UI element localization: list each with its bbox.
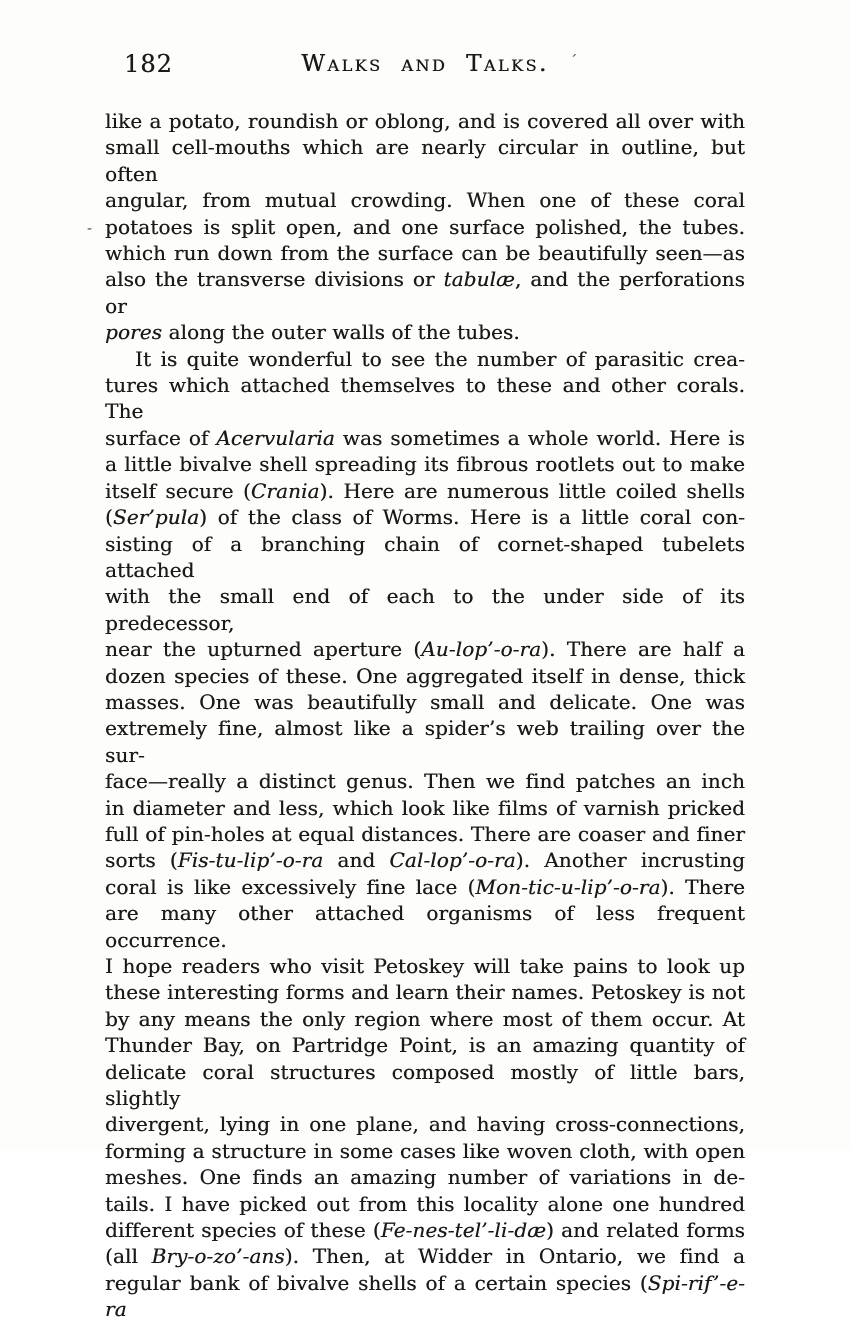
text-line: [105, 847, 745, 873]
text-line: [105, 1006, 745, 1032]
text-line: [105, 795, 745, 821]
italic-species-term: Ser’pula: [112, 505, 200, 530]
text-line: [105, 1032, 745, 1058]
text-segment: along the outer walls of the tubes.: [162, 320, 520, 345]
text-segment: masses. One was beautifully small and delicate. One was: [105, 689, 745, 714]
text-segment: sisting of a branching chain of cornet-shaped tubelets attached: [105, 531, 745, 582]
text-line: [105, 1111, 745, 1137]
text-segment: and: [323, 848, 390, 873]
text-line: [105, 531, 745, 584]
italic-species-term: pores: [105, 320, 163, 345]
text-line: [105, 1270, 745, 1323]
text-segment: , and the perforations or: [105, 267, 745, 318]
text-line: [105, 689, 745, 715]
text-segment: forming a structure in some cases like woven cloth, with open: [105, 1138, 745, 1163]
text-segment: like a potato, roundish or oblong, and is covered all over with: [105, 109, 745, 133]
text-line: [105, 478, 745, 504]
italic-species-term: Spi-rif’-e-ra: [105, 1270, 745, 1322]
text-segment: small cell-mouths which are nearly circular in outline, but often: [105, 135, 745, 186]
text-line: [105, 451, 745, 477]
text-segment: full of pin-holes at equal distances. There are coaser and finer: [105, 821, 745, 846]
text-segment: (all: [105, 1244, 152, 1269]
text-segment: was sometimes a whole world. Here is: [334, 425, 745, 450]
text-line: [105, 1164, 745, 1190]
text-line: [105, 372, 745, 425]
text-segment: which run down from the surface can be beautifully seen—as: [105, 241, 745, 266]
text-line: [105, 504, 745, 530]
running-head-title: Walks and Talks.: [301, 51, 549, 77]
text-line: [105, 953, 745, 979]
text-line: [105, 319, 745, 345]
text-line: [105, 1217, 745, 1243]
text-segment: regular bank of bivalve shells of a certain species (: [105, 1270, 648, 1295]
text-line: [105, 821, 745, 847]
text-line: [105, 346, 745, 372]
text-segment: these interesting forms and learn their names. Petoskey is not: [105, 980, 745, 1005]
text-segment: are many other attached organisms of less frequent occurrence.: [105, 901, 745, 952]
text-segment: ). Here are numerous little coiled shells: [319, 478, 745, 503]
text-line: [105, 1138, 745, 1164]
text-line: [105, 134, 745, 187]
text-block: [105, 108, 745, 1323]
text-segment: ). There: [660, 874, 745, 899]
text-segment: delicate coral structures composed mostly of little bars, slightly: [105, 1059, 745, 1111]
italic-species-term: Fis-tu-lip’-o-ra: [177, 848, 324, 873]
text-line: [105, 214, 745, 240]
text-segment: ). There are half a: [541, 637, 746, 662]
text-segment: tures which attached themselves to these and other corals. The: [105, 373, 745, 424]
text-segment: divergent, lying in one plane, and having cross-connections,: [105, 1112, 745, 1137]
text-segment: extremely fine, almost like a spider’s web trailing over the sur-: [105, 716, 745, 767]
text-segment: Thunder Bay, on Partridge Point, is an amazing quantity of: [105, 1033, 745, 1058]
text-segment: in diameter and less, which look like films of varnish pricked: [105, 795, 745, 820]
text-segment: (: [105, 505, 113, 530]
text-line: [105, 1243, 745, 1269]
italic-species-term: tabulæ: [443, 267, 515, 292]
text-segment: different species of these (: [105, 1218, 381, 1243]
margin-mark: -: [87, 219, 93, 237]
scan-artifact-accent-mark: ´: [567, 51, 578, 71]
text-line: [105, 715, 745, 768]
text-line: [105, 583, 745, 636]
text-segment: by any means the only region where most of them occur. At: [105, 1006, 745, 1031]
italic-species-term: Crania: [250, 478, 320, 503]
text-segment: near the upturned aperture (: [105, 637, 422, 662]
text-segment: dozen species of these. One aggregated itself in dense, thick: [105, 663, 745, 688]
text-line: [105, 240, 745, 266]
paragraph: [105, 346, 745, 1323]
text-line: [105, 1191, 745, 1217]
text-segment: also the transverse divisions or: [105, 267, 444, 292]
text-line: [105, 425, 745, 451]
text-segment: potatoes is split open, and one surface polished, the tubes.: [105, 214, 745, 239]
text-segment: ). Another incrusting: [515, 848, 745, 873]
text-segment: face—really a distinct genus. Then we find patches an inch: [105, 769, 745, 794]
text-line: [105, 1059, 745, 1112]
text-segment: with the small end of each to the under side of its predecessor,: [105, 584, 745, 635]
text-segment: tails. I have picked out from this locality alone one hundred: [105, 1191, 745, 1216]
text-line: [105, 768, 745, 794]
italic-species-term: Acervularia: [216, 425, 335, 450]
text-segment: coral is like excessively fine lace (: [105, 874, 476, 899]
italic-species-term: Bry-o-zo’-ans: [151, 1244, 285, 1269]
italic-species-term: Mon-tic-u-lip’-o-ra: [475, 874, 661, 899]
text-segment: surface of: [105, 425, 217, 450]
text-segment: ). Then, at Widder in Ontario, we find a: [284, 1244, 745, 1269]
text-line: [105, 266, 745, 319]
page-number: 182: [124, 50, 173, 78]
text-segment: ) of the class of Worms. Here is a little coral con-: [199, 505, 745, 530]
text-line: [105, 979, 745, 1005]
italic-species-term: Cal-lop’-o-ra: [389, 848, 516, 873]
text-line: [105, 874, 745, 900]
italic-species-term: Au-lop’-o-ra: [421, 637, 542, 662]
text-line: [105, 663, 745, 689]
italic-species-term: Fe-nes-tel’-li-dæ: [380, 1218, 547, 1243]
text-segment: angular, from mutual crowding. When one of these coral: [105, 188, 745, 213]
text-line: [105, 187, 745, 213]
text-segment: meshes. One finds an amazing number of variations in de-: [105, 1165, 745, 1190]
text-line: [105, 636, 745, 662]
text-segment: ) and related forms: [546, 1218, 745, 1243]
text-segment: sorts (: [105, 848, 178, 873]
text-segment: a little bivalve shell spreading its fibrous rootlets out to make: [105, 452, 745, 477]
text-line: [105, 900, 745, 953]
text-line: [105, 108, 745, 134]
paragraph: [105, 108, 745, 346]
text-segment: I hope readers who visit Petoskey will take pains to look up: [105, 954, 745, 978]
text-segment: It is quite wonderful to see the number of parasitic crea-: [135, 346, 745, 371]
text-segment: itself secure (: [105, 478, 251, 503]
